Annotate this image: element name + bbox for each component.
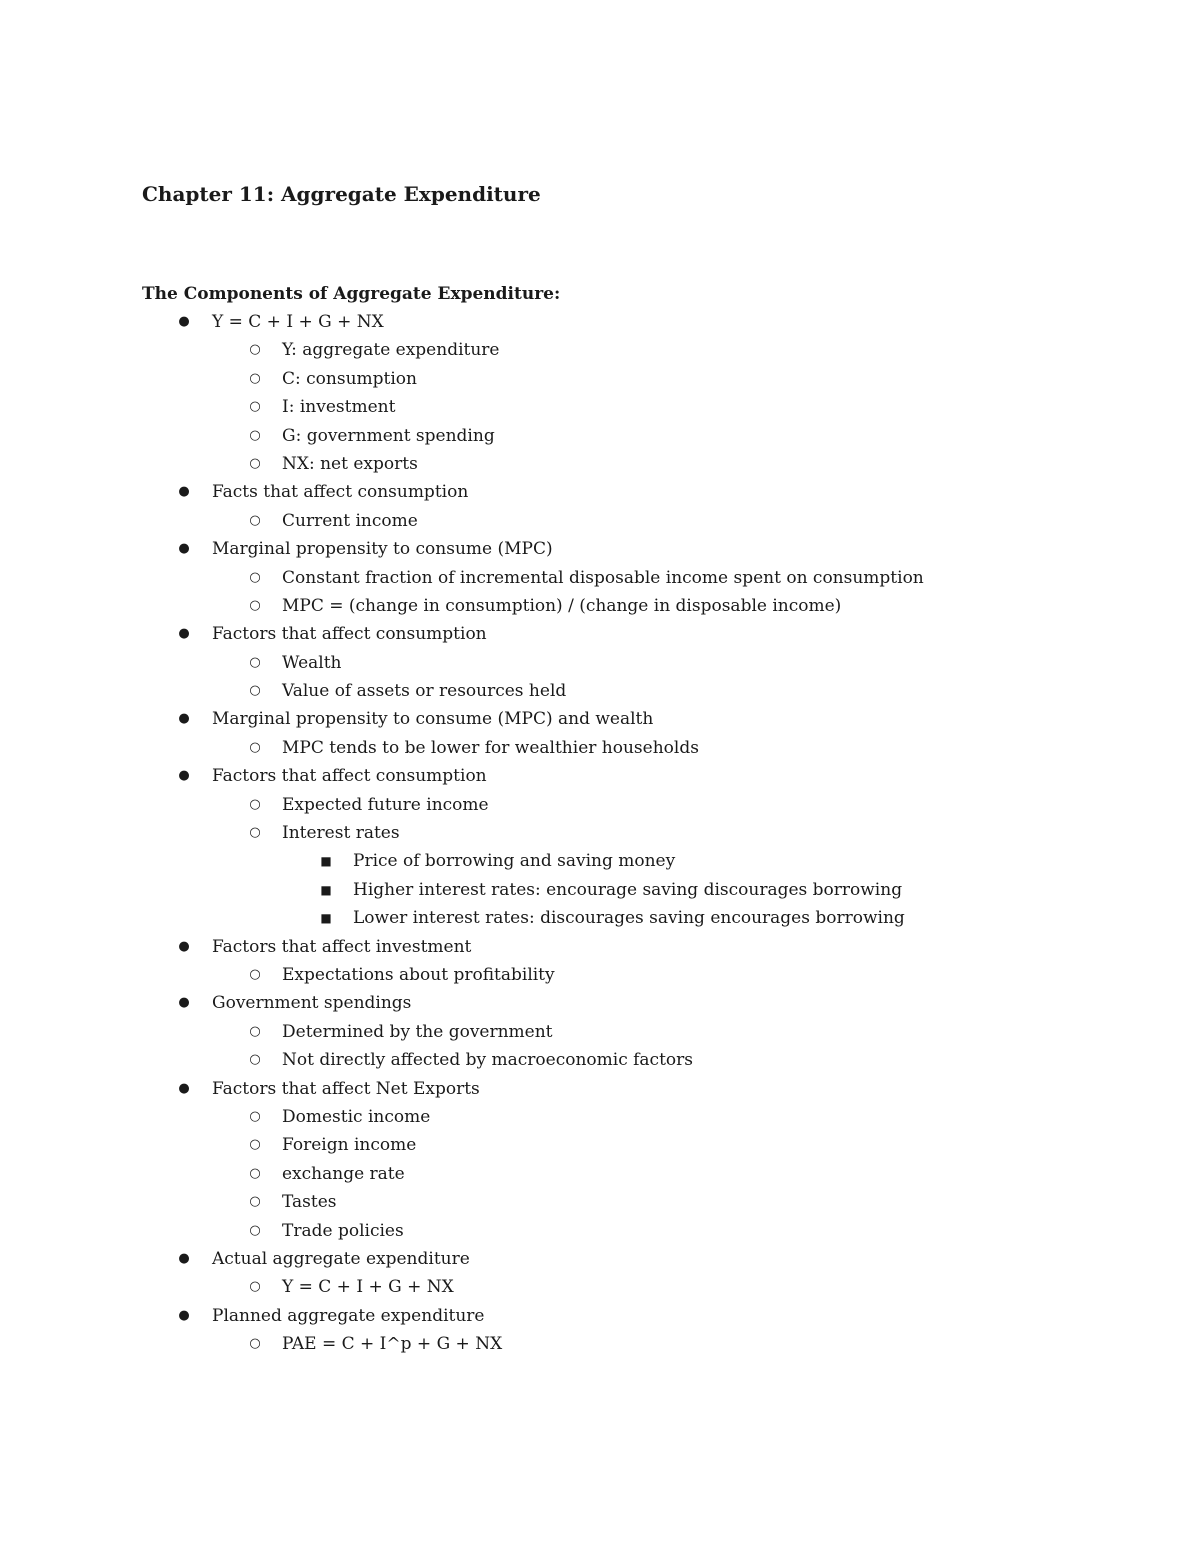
outline-item-level-2 <box>0 1160 1200 1188</box>
outline-item-text: PAE = C + I^p + G + NX <box>282 1334 503 1355</box>
outline-item-text: Y: aggregate expenditure <box>282 340 500 361</box>
outline-item-text: I: investment <box>282 397 396 418</box>
outline-item-text: Value of assets or resources held <box>282 681 567 702</box>
outline-item-text: MPC tends to be lower for wealthier households <box>282 737 699 758</box>
outline-item-level-2 <box>0 1046 1200 1074</box>
hollow-circle-bullet-icon: ○ <box>249 512 261 528</box>
outline-item-text: Lower interest rates: discourages saving encourages borrowing <box>353 908 905 929</box>
outline-item-level-1 <box>0 1302 1200 1330</box>
outline-item-text: Constant fraction of incremental disposable income spent on consumption <box>282 567 924 588</box>
outline-item-level-3 <box>0 876 1200 904</box>
outline-item-level-2 <box>0 393 1200 421</box>
hollow-circle-bullet-icon: ○ <box>249 1222 261 1238</box>
outline-item-level-1 <box>0 620 1200 648</box>
outline-item-text: Trade policies <box>282 1220 404 1241</box>
outline-item-text: C: consumption <box>282 368 417 389</box>
outline-item-text: Marginal propensity to consume (MPC) <box>212 539 553 560</box>
hollow-circle-bullet-icon: ○ <box>249 825 261 841</box>
outline-item-level-3 <box>0 904 1200 932</box>
hollow-circle-bullet-icon: ○ <box>249 966 261 982</box>
chapter-title: Chapter 11: Aggregate Expenditure <box>142 182 541 206</box>
hollow-circle-bullet-icon: ○ <box>249 569 261 585</box>
outline-item-level-2 <box>0 1018 1200 1046</box>
outline-item-text: Facts that affect consumption <box>212 482 469 503</box>
outline-item-text: Actual aggregate expenditure <box>212 1248 470 1269</box>
outline-item-level-2 <box>0 1103 1200 1131</box>
outline-item-level-2 <box>0 677 1200 705</box>
outline-item-level-1 <box>0 989 1200 1017</box>
outline-item-text: Factors that affect investment <box>212 936 472 957</box>
hollow-circle-bullet-icon: ○ <box>249 399 261 415</box>
square-bullet-icon: ■ <box>320 854 332 869</box>
outline-item-level-2 <box>0 649 1200 677</box>
filled-circle-bullet-icon: ● <box>178 541 190 557</box>
outline-item-text: Factors that affect consumption <box>212 624 487 645</box>
outline-item-level-2 <box>0 336 1200 364</box>
filled-circle-bullet-icon: ● <box>178 995 190 1011</box>
outline-item-level-1 <box>0 762 1200 790</box>
outline-item-level-2 <box>0 1188 1200 1216</box>
outline-item-level-2 <box>0 592 1200 620</box>
outline-item-text: MPC = (change in consumption) / (change in disposable income) <box>282 595 842 616</box>
filled-circle-bullet-icon: ● <box>178 1250 190 1266</box>
outline-item-level-3 <box>0 847 1200 875</box>
outline-item-text: Foreign income <box>282 1135 417 1156</box>
filled-circle-bullet-icon: ● <box>178 938 190 954</box>
hollow-circle-bullet-icon: ○ <box>249 342 261 358</box>
outline-item-level-1 <box>0 1075 1200 1103</box>
hollow-circle-bullet-icon: ○ <box>249 370 261 386</box>
outline-item-text: Tastes <box>282 1192 337 1213</box>
outline-item-text: Y = C + I + G + NX <box>212 312 384 332</box>
square-bullet-icon: ■ <box>320 911 332 926</box>
filled-circle-bullet-icon: ● <box>178 314 190 329</box>
hollow-circle-bullet-icon: ○ <box>249 1194 261 1210</box>
outline-item-text: Factors that affect Net Exports <box>212 1078 480 1099</box>
outline-item-level-2 <box>0 961 1200 989</box>
outline-item-level-2 <box>0 1330 1200 1358</box>
outline-item-text: Y = C + I + G + NX <box>282 1277 454 1298</box>
filled-circle-bullet-icon: ● <box>178 711 190 727</box>
outline-item-level-2 <box>0 791 1200 819</box>
outline-item-text: Expected future income <box>282 794 489 815</box>
section-heading: The Components of Aggregate Expenditure: <box>142 284 561 304</box>
outline-item-level-2 <box>0 365 1200 393</box>
filled-circle-bullet-icon: ● <box>178 1307 190 1323</box>
square-bullet-icon: ■ <box>320 882 332 897</box>
outline-item-level-1 <box>0 308 1200 336</box>
outline-item-text: exchange rate <box>282 1163 405 1184</box>
hollow-circle-bullet-icon: ○ <box>249 427 261 443</box>
hollow-circle-bullet-icon: ○ <box>249 1023 261 1039</box>
hollow-circle-bullet-icon: ○ <box>249 683 261 699</box>
hollow-circle-bullet-icon: ○ <box>249 1052 261 1068</box>
outline-item-level-2 <box>0 507 1200 535</box>
outline-item-level-2 <box>0 1273 1200 1301</box>
filled-circle-bullet-icon: ● <box>178 768 190 784</box>
hollow-circle-bullet-icon: ○ <box>249 597 261 613</box>
outline-item-text: Wealth <box>282 652 342 673</box>
outline-item-text: Not directly affected by macroeconomic factors <box>282 1050 693 1071</box>
outline-item-text: Expectations about profitability <box>282 964 555 985</box>
outline-item-text: Government spendings <box>212 993 412 1014</box>
outline-item-level-1 <box>0 1245 1200 1273</box>
outline-item-text: Planned aggregate expenditure <box>212 1305 485 1326</box>
outline-item-level-2 <box>0 734 1200 762</box>
outline-item-level-2 <box>0 1131 1200 1159</box>
outline-item-text: Domestic income <box>282 1106 431 1127</box>
hollow-circle-bullet-icon: ○ <box>249 455 261 471</box>
outline-item-text: Factors that affect consumption <box>212 766 487 787</box>
outline-item-level-2 <box>0 819 1200 847</box>
hollow-circle-bullet-icon: ○ <box>249 1336 261 1352</box>
outline-item-text: Price of borrowing and saving money <box>353 851 676 872</box>
outline-item-text: Marginal propensity to consume (MPC) and wealth <box>212 709 654 730</box>
outline-item-level-1 <box>0 705 1200 733</box>
outline-item-level-2 <box>0 564 1200 592</box>
hollow-circle-bullet-icon: ○ <box>249 1279 261 1295</box>
hollow-circle-bullet-icon: ○ <box>249 1165 261 1181</box>
filled-circle-bullet-icon: ● <box>178 626 190 642</box>
outline-item-text: Higher interest rates: encourage saving discourages borrowing <box>353 879 903 900</box>
outline-item-text: G: government spending <box>282 425 495 446</box>
bullet-outline <box>0 308 1200 1358</box>
outline-item-level-1 <box>0 535 1200 563</box>
hollow-circle-bullet-icon: ○ <box>249 1108 261 1124</box>
hollow-circle-bullet-icon: ○ <box>249 1137 261 1153</box>
hollow-circle-bullet-icon: ○ <box>249 796 261 812</box>
outline-item-text: Determined by the government <box>282 1021 553 1042</box>
outline-item-level-1 <box>0 933 1200 961</box>
outline-item-text: Interest rates <box>282 823 400 844</box>
filled-circle-bullet-icon: ● <box>178 484 190 500</box>
outline-item-text: NX: net exports <box>282 453 418 474</box>
hollow-circle-bullet-icon: ○ <box>249 654 261 670</box>
hollow-circle-bullet-icon: ○ <box>249 739 261 755</box>
outline-item-level-2 <box>0 450 1200 478</box>
outline-item-level-1 <box>0 478 1200 506</box>
outline-item-level-2 <box>0 1217 1200 1245</box>
outline-item-level-2 <box>0 422 1200 450</box>
outline-item-text: Current income <box>282 510 418 531</box>
filled-circle-bullet-icon: ● <box>178 1080 190 1096</box>
